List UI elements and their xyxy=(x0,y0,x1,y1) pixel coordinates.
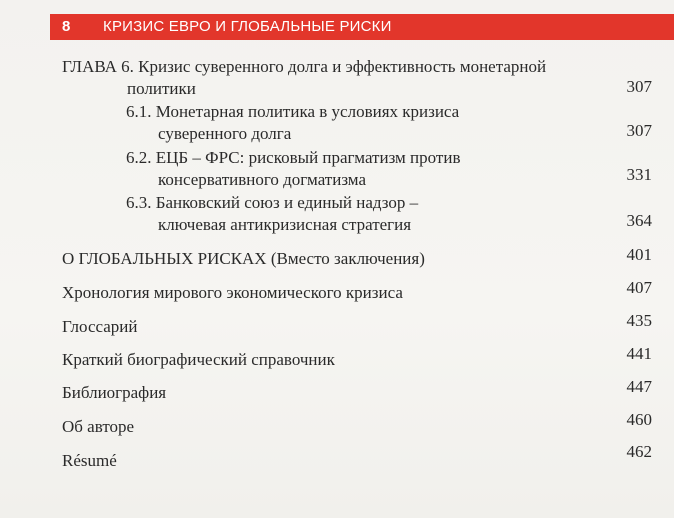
toc-entry-title-line: Об авторе xyxy=(62,417,135,436)
toc-entry-title-line: суверенного долга xyxy=(158,124,292,143)
toc-entry-page-number: 441 xyxy=(626,344,652,363)
toc-entry-title-line: 6.1. Монетарная политика в условиях кризиса xyxy=(126,102,460,121)
toc-entry-title-line: консервативного догматизма xyxy=(158,170,366,189)
toc-entry-title-line: 6.3. Банковский союз и единый надзор – xyxy=(126,193,419,212)
toc-entry-title-line: политики xyxy=(127,79,196,98)
toc-entry-page-number: 460 xyxy=(626,410,652,429)
toc-entry-title-line: ключевая антикризисная стратегия xyxy=(158,215,412,234)
toc-entry-title-line: Краткий биографический справочник xyxy=(62,350,335,369)
toc-entry-page-number: 435 xyxy=(626,311,652,330)
toc-entry-page-number: 407 xyxy=(626,278,652,297)
toc-entry-title-line: Глоссарий xyxy=(62,317,138,336)
toc-entry-page-number: 307 xyxy=(626,121,652,140)
toc-entry-page-number: 364 xyxy=(626,211,652,230)
toc-entry-title-line: ГЛАВА 6. Кризис суверенного долга и эффективность монетарной xyxy=(62,57,547,76)
toc-entry-page-number: 307 xyxy=(626,77,652,96)
header-running-title: КРИЗИС ЕВРО И ГЛОБАЛЬНЫЕ РИСКИ xyxy=(103,18,392,35)
toc-entry-title-line: Résumé xyxy=(62,451,117,470)
toc-entry-page-number: 401 xyxy=(626,245,652,264)
toc-entry-page-number: 331 xyxy=(626,165,652,184)
toc-entry-page-number: 462 xyxy=(626,442,652,461)
toc-entry-page-number: 447 xyxy=(626,377,652,396)
toc-entry-title-line: 6.2. ЕЦБ – ФРС: рисковый прагматизм против xyxy=(126,148,461,167)
toc-entry-title-line: О ГЛОБАЛЬНЫХ РИСКАХ (Вместо заключения) xyxy=(62,249,425,268)
header-page-number: 8 xyxy=(62,18,71,35)
running-header xyxy=(50,14,674,40)
toc-entry-title-line: Библиография xyxy=(62,383,167,402)
toc-entry-title-line: Хронология мирового экономического кризиса xyxy=(62,283,403,302)
